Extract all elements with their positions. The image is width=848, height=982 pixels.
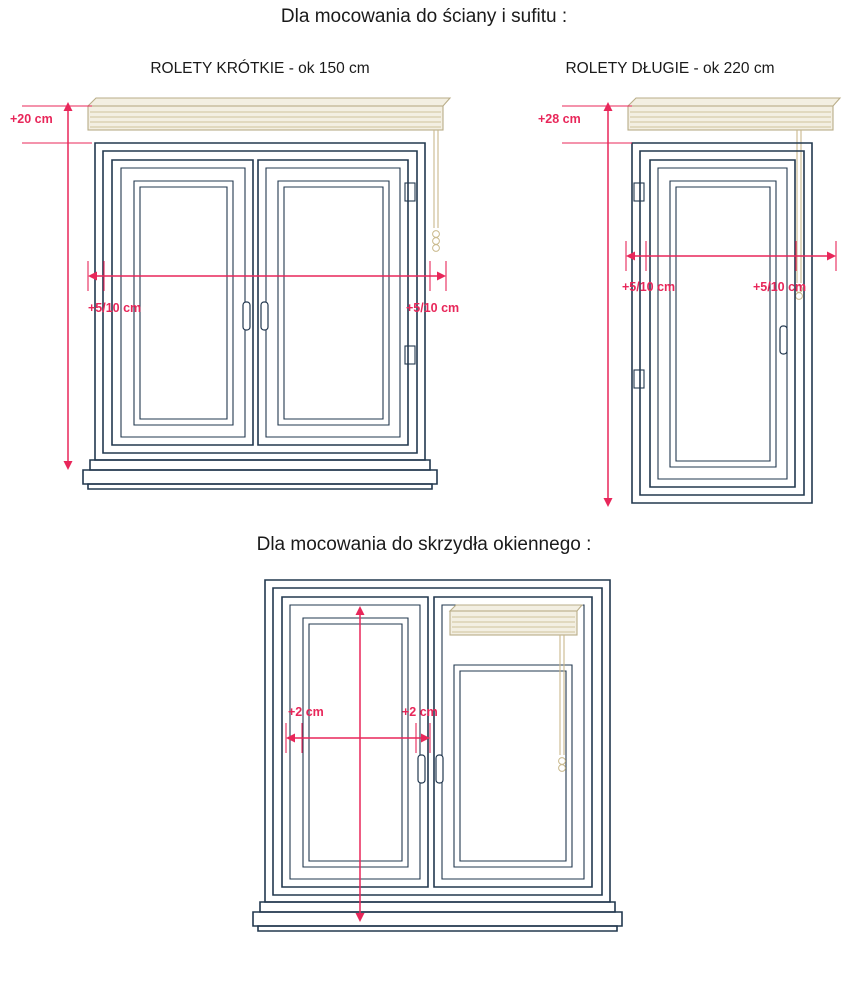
dim-label-right-long: +5/10 cm (753, 280, 807, 294)
short-blinds-window-drawing (0, 88, 500, 508)
dim-label-right-short: +5/10 cm (406, 301, 460, 315)
heading-window-sash: Dla mocowania do skrzydła okiennego : (256, 534, 592, 555)
dim-label-right-sash: +2 cm (402, 705, 438, 719)
panel-title-long-blinds: ROLETY DŁUGIE - ok 220 cm (565, 60, 775, 77)
heading-wall-ceiling: Dla mocowania do ściany i sufitu : (280, 6, 568, 27)
dim-label-left-short: +5/10 cm (88, 301, 142, 315)
dim-label-top-right-panel: +28 cm (538, 112, 581, 126)
dim-label-top-left-panel: +20 cm (10, 112, 53, 126)
sash-mounted-window-drawing (230, 570, 650, 970)
dim-label-left-sash: +2 cm (288, 705, 324, 719)
long-blinds-window-drawing (500, 88, 848, 518)
panel-title-short-blinds: ROLETY KRÓTKIE - ok 150 cm (150, 60, 370, 77)
dim-label-left-long: +5/10 cm (622, 280, 676, 294)
